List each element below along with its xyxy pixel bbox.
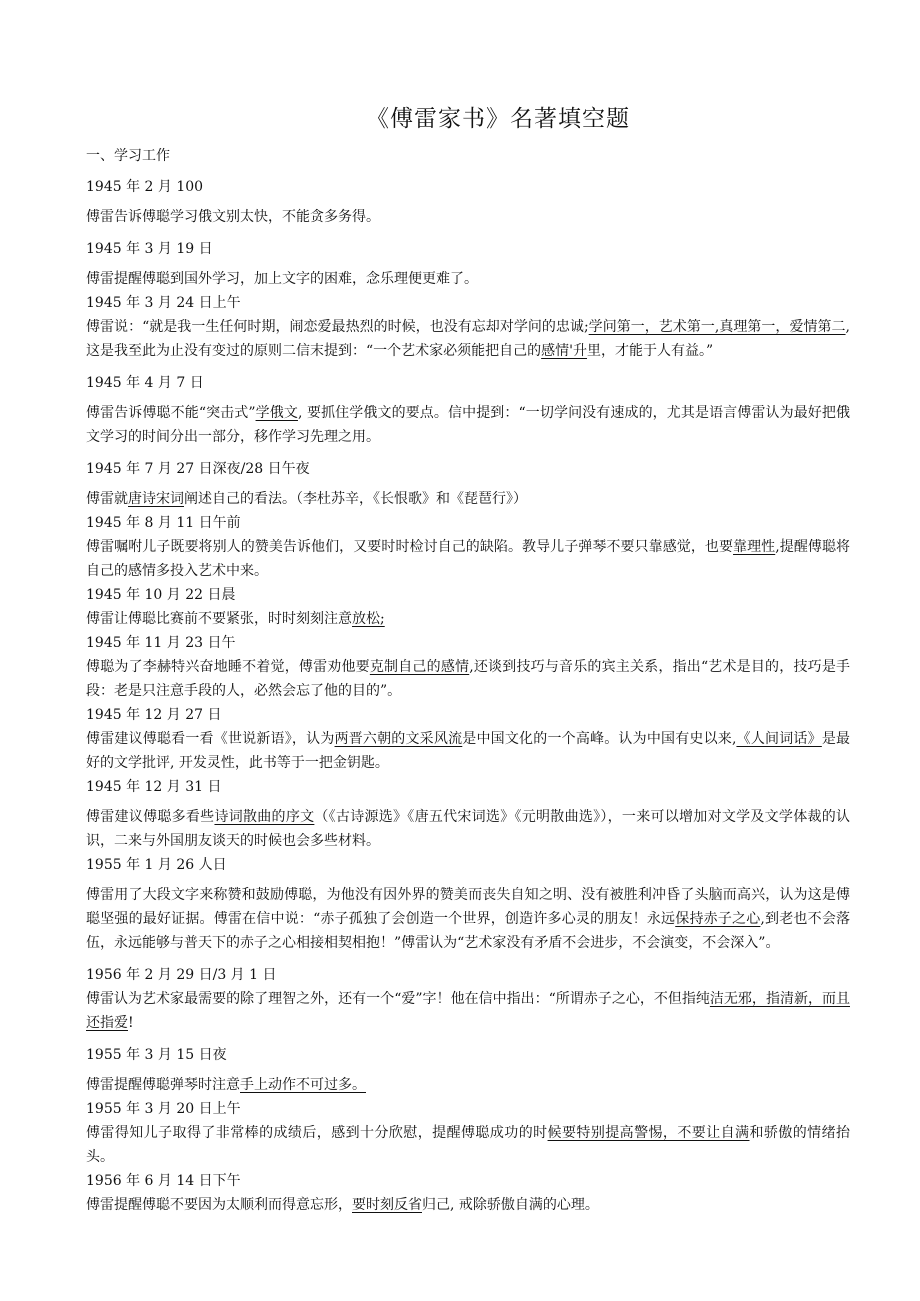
- answer-blank: 两晋六朝的文采风流: [334, 731, 463, 747]
- text-run: 傅雷认为艺术家最需要的除了理智之外，还有一个“爱”字！他在信中指出：“所谓赤子之心，不但指纯: [86, 991, 710, 1007]
- text-run: ,还谈到技巧与音乐的宾主关系，指出“艺术是目的，技巧是手段：老是只注意手段的人，必然会忘了他的目的”。: [86, 659, 851, 699]
- text-run: ,提醒傅聪将自己的感情多投入艺术中来。: [86, 539, 851, 579]
- answer-blank: 洁无邪，指清新，而且还指爱: [86, 991, 850, 1031]
- answer-blank: 要时刻反省: [352, 1197, 422, 1213]
- entry-text: [86, 607, 850, 631]
- answer-blank: 感情'升: [541, 343, 588, 359]
- text-run: 是中国文化的一个高峰。认为中国有史以来,: [462, 731, 737, 747]
- entry-date: 1955 年 3 月 20 日上午: [86, 1101, 241, 1117]
- entry-date: 1945 年 12 月 27 日: [86, 707, 222, 723]
- text-run: , 要抓住学俄文的要点。信中提到：“一切学问没有速成的，尤其是语言傅雷认为最好把俄文学习的时间分出一部分，移作学习先理之用。: [86, 405, 851, 445]
- entry-text: [86, 205, 850, 229]
- answer-blank: 唐诗宋词: [128, 491, 184, 507]
- entry-date: 1945 年 4 月 7 日: [86, 375, 204, 391]
- answer-blank: 放松;: [352, 611, 385, 627]
- entry-text: [86, 535, 850, 583]
- text-run: 归己, 戒除骄傲自满的心理。: [422, 1197, 599, 1213]
- entry-date: 1945 年 8 月 11 日午前: [86, 515, 241, 531]
- text-run: 傅雷建议傅聪看一看《世说新语》，认为: [86, 731, 335, 747]
- answer-blank: 候要特别提高警惕，不要让自满: [547, 1125, 750, 1141]
- text-run: 傅雷就: [86, 491, 128, 507]
- entry-text: [86, 267, 850, 291]
- entry-date: 1945 年 3 月 24 日上午: [86, 295, 241, 311]
- text-run: 傅雷提醒傅聪不要因为太顺利而得意忘形，: [86, 1197, 352, 1213]
- text-run: 傅雷告诉傅聪不能“突击式”: [86, 405, 256, 421]
- text-run: 傅聪为了李赫特兴奋地睡不着觉，傅雷劝他要: [86, 659, 370, 675]
- text-run: 傅雷告诉傅聪学习俄文别太快，不能贪多务得。: [86, 209, 380, 225]
- answer-blank: 诗词散曲的序文: [214, 809, 315, 825]
- entry-text: [86, 883, 850, 955]
- answer-blank: 学问第一，艺术第一,真理第一，爱情第二: [588, 319, 846, 335]
- answer-blank: 克制自己的感情: [369, 659, 470, 675]
- text-run: （《古诗源选》《唐五代宋词选》《元明散曲选》），一来可以增加对文学及文学体裁的认识，二来与外国朋友谈天的时候也会多些材料。: [86, 809, 851, 849]
- text-run: 傅雷建议傅聪多看些: [86, 809, 215, 825]
- entry-text: [86, 401, 850, 449]
- entry-list: [86, 175, 850, 1217]
- text-run: 傅雷让傅聪比赛前不要紧张，时时刻刻注意: [86, 611, 352, 627]
- text-run: !: [128, 1015, 134, 1031]
- entry-date: 1945 年 10 月 22 日晨: [86, 587, 236, 603]
- entry-text: [86, 805, 850, 853]
- answer-blank: 靠理性: [733, 539, 776, 555]
- text-run: 傅雷说：“就是我一生任何时期，闹恋爱最热烈的时候，也没有忘却对学问的忠诚;: [86, 319, 589, 335]
- answer-blank: 保持赤子之心: [675, 911, 761, 927]
- text-run: 傅雷提醒傅聪弹琴时注意: [86, 1077, 240, 1093]
- entry-text: [86, 655, 850, 703]
- entry-text: [86, 987, 850, 1035]
- document-page: [86, 100, 850, 1217]
- text-run: 是最好的文学批评, 开发灵性，此书等于一把金钥匙。: [86, 731, 851, 771]
- text-run: ,到老也不会落伍，永远能够与普天下的赤子之心相接相契相抱！”傅雷认为“艺术家没有矛盾不会进步，不会演变，不会深入”。: [86, 911, 851, 951]
- text-run: 傅雷提醒傅聪到国外学习，加上文字的困难，念乐理便更难了。: [86, 271, 478, 287]
- text-run: 里，才能于人有益。”: [587, 343, 714, 359]
- answer-blank: 学俄文: [255, 405, 298, 421]
- entry-text: [86, 315, 850, 363]
- answer-blank: 《人间词话》: [736, 731, 822, 747]
- entry-date: 1945 年 11 月 23 日午: [86, 635, 236, 651]
- entry-text: [86, 1121, 850, 1169]
- entry-date: 1955 年 1 月 26 人日: [86, 857, 227, 873]
- entry-text: [86, 1193, 850, 1217]
- entry-date: 1945 年 3 月 19 日: [86, 241, 213, 257]
- entry-text: [86, 1073, 850, 1097]
- entry-date: 1945 年 12 月 31 日: [86, 779, 222, 795]
- entry-text: [86, 487, 850, 511]
- text-run: ,这是我至此为止没有变过的原则二信末提到：“一个艺术家必须能把自己的: [86, 319, 850, 359]
- page-title: 《傅雷家书》名著填空题: [366, 106, 630, 132]
- entry-date: 1956 年 6 月 14 日下午: [86, 1173, 241, 1189]
- text-run: 和骄傲的情绪抬头。: [86, 1125, 851, 1165]
- text-run: 傅雷用了大段文字来称赞和鼓励傅聪，为他没有因外界的赞美而丧失自知之明、没有被胜利冲昏了头脑而高兴，认为这是傅聪坚强的最好证据。傅雷在信中说：“赤子孤独了会创造一个世界，创造许多心灵的朋友！永远: [86, 887, 850, 927]
- entry-date: 1956 年 2 月 29 日/3 月 1 日: [86, 967, 277, 983]
- entry-date: 1955 年 3 月 15 日夜: [86, 1047, 227, 1063]
- section-heading: 一、学习工作: [86, 148, 170, 164]
- text-run: 傅雷嘱咐儿子既要将别人的赞美告诉他们，又要时时检讨自己的缺陷。教导儿子弹琴不要只靠感觉，也要: [86, 539, 734, 555]
- text-run: 阐述自己的看法。（李杜苏辛，《长恨歌》和《琵琶行》）: [184, 491, 527, 507]
- entry-text: [86, 727, 850, 775]
- entry-date: 1945 年 7 月 27 日深夜/28 日午夜: [86, 461, 310, 477]
- answer-blank: 手上动作不可过多。: [240, 1077, 366, 1093]
- text-run: 傅雷得知儿子取得了非常棒的成绩后，感到十分欣慰，提醒傅聪成功的时: [86, 1125, 548, 1141]
- entry-date: 1945 年 2 月 100: [86, 179, 204, 195]
